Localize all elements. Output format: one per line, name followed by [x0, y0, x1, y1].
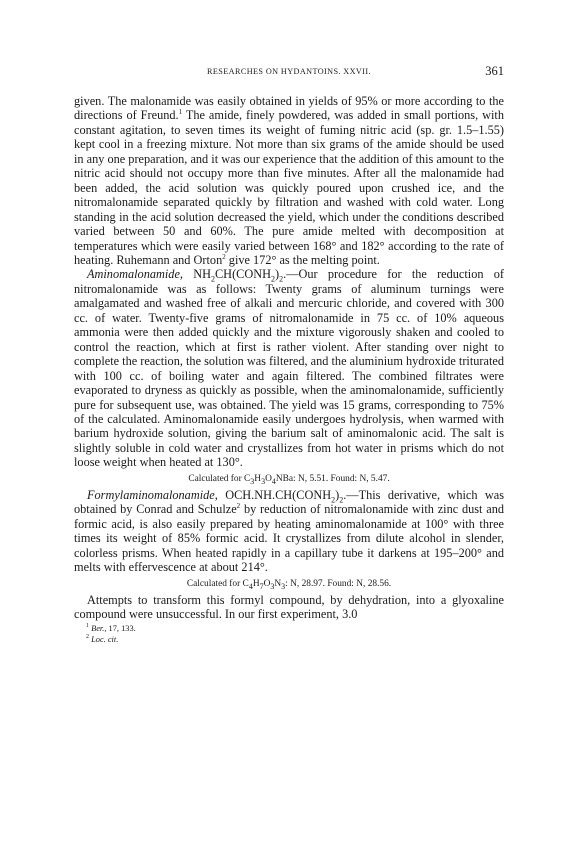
calc-subscript: 7 [259, 581, 264, 591]
calc-subscript: 4 [271, 476, 276, 486]
formula-part: ) [275, 267, 280, 282]
calc-text: O [265, 473, 272, 484]
compound-title: Aminomalonamide, [87, 267, 183, 282]
calc-text: NBa: N, 5.51. Found: N, 5.47. [275, 473, 390, 484]
calc-subscript: 3 [270, 581, 275, 591]
page [74, 64, 504, 645]
footnote-ref: 1 [178, 108, 183, 117]
paragraph-malonamide-nitration [74, 94, 504, 267]
footnote-text: 17, 133. [106, 624, 136, 634]
calc-text: H [252, 578, 260, 589]
calc-subscript: 3 [261, 476, 266, 486]
formula-part: OCH.NH.CH(CONH [217, 487, 332, 502]
formula-subscript: 2 [331, 495, 336, 505]
footnote-mark: 1 [86, 623, 89, 630]
calc-text: N [274, 578, 282, 589]
text-run: The amide, finely powdered, was added in small portions, with constant agitation, to seven times its weight of fuming nitric acid (sp. gr. 1.5–1.55) kept cool in a freezing mixture. Not more than six grams of the amide should be used in any one preparation, and it was our experience that the addition of this amount to the nitric acid should not occupy more than five minutes. After all the malonamide had been added, the acid solution was quickly poured upon crushed ice, and the nitromalonamide separated quickly by filtration and washed with cold water. Long standing in the acid solution decreased the yield, which under the conditions described varied between 50 and 60%. The pure amide melted with decomposition at temperatures which were easily varied between 168° and 182° according to the rate of heating. Ruhemann and Orton [74, 108, 504, 267]
footnote-ref: 2 [236, 502, 241, 511]
calc-text: Calculated for C [186, 578, 249, 589]
page-number: 361 [485, 64, 504, 78]
calc-subscript: 3 [250, 476, 255, 486]
paragraph-formylaminomalonamide [74, 488, 504, 575]
analysis-line [74, 473, 504, 486]
text-run: given. The malonamide was easily obtained in yields of 95% or more according to the directions of Freund. [74, 94, 504, 123]
running-header [74, 64, 504, 80]
calc-subscript: 4 [248, 581, 253, 591]
text-run: give 172° as the melting point. [225, 252, 380, 267]
calc-text: O [263, 578, 271, 589]
text-run: .—Our procedure for the reduction of nitromalonamide was as follows: Twenty grams of aluminum turnings were amalgamated and washed free of alkali and mercuric chloride, and covered with 300 cc. of water. Twenty-five grams of nitromalonamide in 75 cc. of 10% aqueous ammonia were then added quickly and the mixture vigorously shaken and cooled to control the reaction, which at first is rather violent. After standing over night to complete the reaction, the solution was filtered, and the aluminium hydroxide triturated with 100 cc. of boiling water and again filtered. The combined filtrates were evaporated to dryness as quickly as possible, when the aminomalonamide, sufficiently pure for subsequent use, was obtained. The yield was 15 grams, corresponding to 75% of the calculated. Aminomalonamide easily undergoes hydrolysis, when warmed with barium hydroxide solution, giving the barium salt of aminomalonic acid. The salt is slightly soluble in cold water and crystallizes from hot water in prisms which do not loose weight when heated at 130°. [74, 267, 504, 470]
paragraph-glyoxaline-attempts: Attempts to transform this formyl compound, by dehydration, into a glyoxaline compound were unsuccessful. In our first experiment, 3.0 [74, 592, 504, 621]
footnote-ref-title: Ber., [91, 624, 107, 634]
running-title: RESEARCHES ON HYDANTOINS. XXVII. [207, 67, 371, 76]
footnote [74, 624, 504, 635]
formula-part: ) [335, 487, 340, 502]
footnote-mark: 2 [86, 634, 89, 641]
calc-subscript: 3 [281, 581, 286, 591]
calc-text: : N, 28.97. Found: N, 28.56. [285, 578, 392, 589]
compound-title: Formylaminomalonamide, [87, 487, 218, 502]
paragraph-aminomalonamide [74, 267, 504, 469]
formula-part: CH(CONH [214, 267, 272, 282]
article-body [74, 94, 504, 645]
formula-subscript: 2 [339, 495, 344, 505]
text-run: .—This derivative, which was obtained by Conrad and Schulze [74, 487, 504, 517]
footnote-ref-title: Loc. cit. [91, 634, 119, 644]
formula-subscript: 2 [210, 274, 215, 284]
calc-text: Calculated for C [188, 473, 251, 484]
footnote [74, 635, 504, 646]
text-run: by reduction of nitromalonamide with zinc dust and formic acid, is also easily prepared by heating aminomalonamide at 100° with three times its weight of 85% formic acid. It crystallizes from dilute alcohol in slender, colorless prisms. When heated rapidly in a capillary tube it darkens at 195–200° and melts with effervescence at about 214°. [74, 502, 504, 575]
calc-text: H [254, 473, 262, 484]
formula-subscript: 2 [271, 274, 276, 284]
footnote-ref: 2 [222, 252, 226, 261]
formula-part: NH [182, 267, 211, 282]
analysis-line [74, 578, 504, 591]
formula-subscript: 2 [279, 274, 284, 284]
